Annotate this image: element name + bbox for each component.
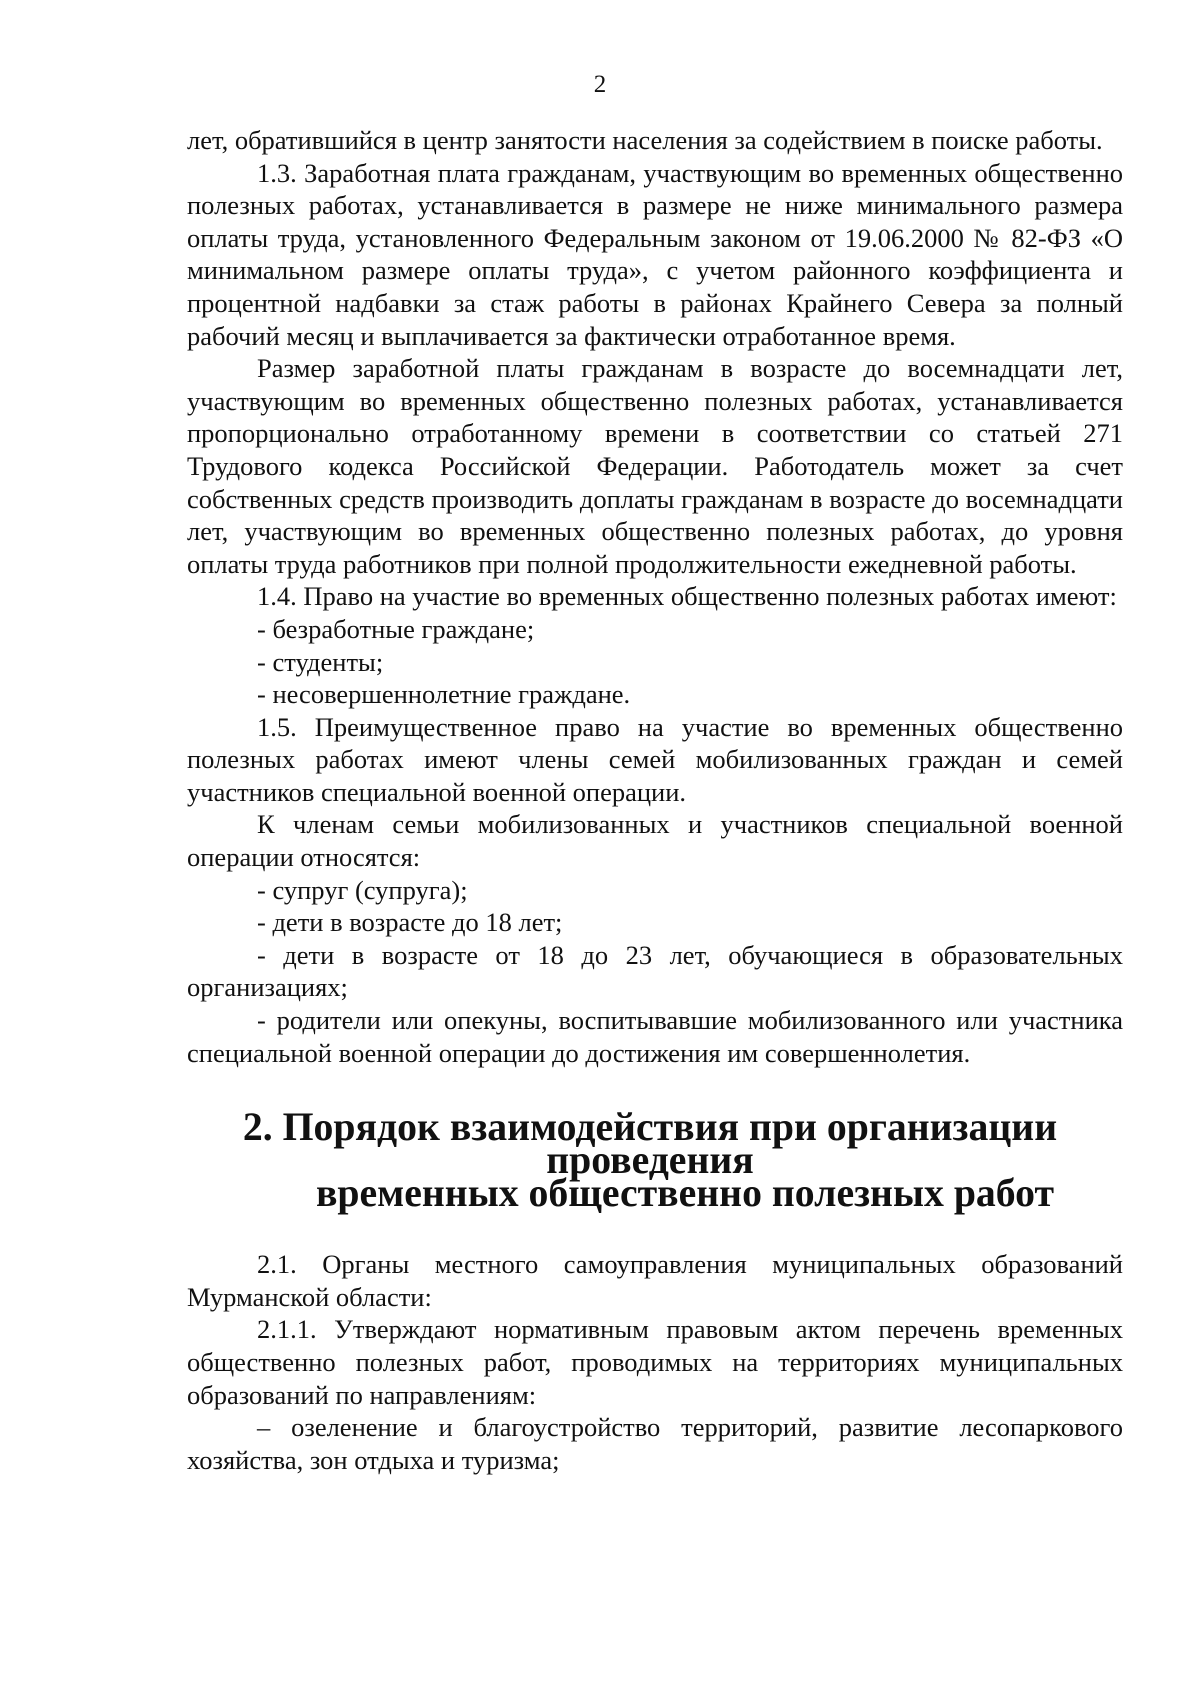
- list-item-spouse: - супруг (супруга);: [257, 874, 468, 905]
- paragraph-1-4: 1.4. Право на участие во временных общественно полезных работах имеют:: [257, 581, 1117, 612]
- paragraph-wage-minors: Размер заработной платы гражданам в возрасте до восемнадцати лет, участвующим во временных общественно полезных работах, устанавливается пропорционально отработанному времени в соответствии со статьей 271 Трудового кодекса Российской Федерации. Работодатель может за счет собственных средств производить доплаты гражданам в возрасте до восемнадцати лет, участвующим во временных общественно полезных работах, до уровня оплаты труда работников при полной продолжительности ежедневной работы.: [187, 353, 1123, 579]
- list-item-parents-guardians: - родители или опекуны, воспитывавшие мобилизованного или участника специальной военной операции до достижения им совершеннолетия.: [187, 1005, 1123, 1068]
- paragraph-2-1-1: 2.1.1. Утверждают нормативным правовым актом перечень временных общественно полезных работ, проводимых на территориях муниципальных образований по направлениям:: [187, 1314, 1123, 1410]
- document-body: [187, 124, 1123, 1476]
- list-item-children-18-23: - дети в возрасте от 18 до 23 лет, обучающиеся в образовательных организациях;: [187, 939, 1123, 1003]
- list-item-unemployed: - безработные граждане;: [257, 613, 535, 644]
- page-number: 2: [593, 71, 607, 98]
- paragraph-1-5: 1.5. Преимущественное право на участие во временных общественно полезных работах имеют члены семей мобилизованных граждан и семей участников специальной военной операции.: [187, 711, 1123, 807]
- list-item-students: - студенты;: [257, 646, 384, 677]
- paragraph-2-1: 2.1. Органы местного самоуправления муниципальных образований Мурманской области:: [187, 1249, 1123, 1312]
- paragraph-family-members: К членам семьи мобилизованных и участников специальной военной операции относятся:: [187, 809, 1123, 873]
- paragraph-landscaping: – озеленение и благоустройство территорий, развитие лесопаркового хозяйства, зон отдыха и туризма;: [187, 1412, 1123, 1475]
- list-item-minors: - несовершеннолетние граждане.: [257, 679, 631, 710]
- section-2-heading-line-1: 2. Порядок взаимодействия при организации проведения: [242, 1105, 1058, 1183]
- section-2-heading: [187, 1105, 1123, 1216]
- section-spacer: [187, 1210, 1123, 1248]
- paragraph-continuation: лет, обратившийся в центр занятости населения за содействием в поиске работы.: [187, 125, 1103, 155]
- paragraph-1-3: 1.3. Заработная плата гражданам, участвующим во временных общественно полезных работах, устанавливается в размере не ниже минимального размера оплаты труда, установленного Федеральным законом от 19.06.2000 № 82-ФЗ «О минимальном размере оплаты труда», с учетом районного коэффициента и процентной надбавки за стаж работы в районах Крайнего Севера за полный рабочий месяц и выплачивается за фактически отработанное время.: [187, 157, 1123, 351]
- section-2-heading-line-2: временных общественно полезных работ: [315, 1171, 1055, 1216]
- list-item-children-under-18: - дети в возрасте до 18 лет;: [257, 907, 563, 938]
